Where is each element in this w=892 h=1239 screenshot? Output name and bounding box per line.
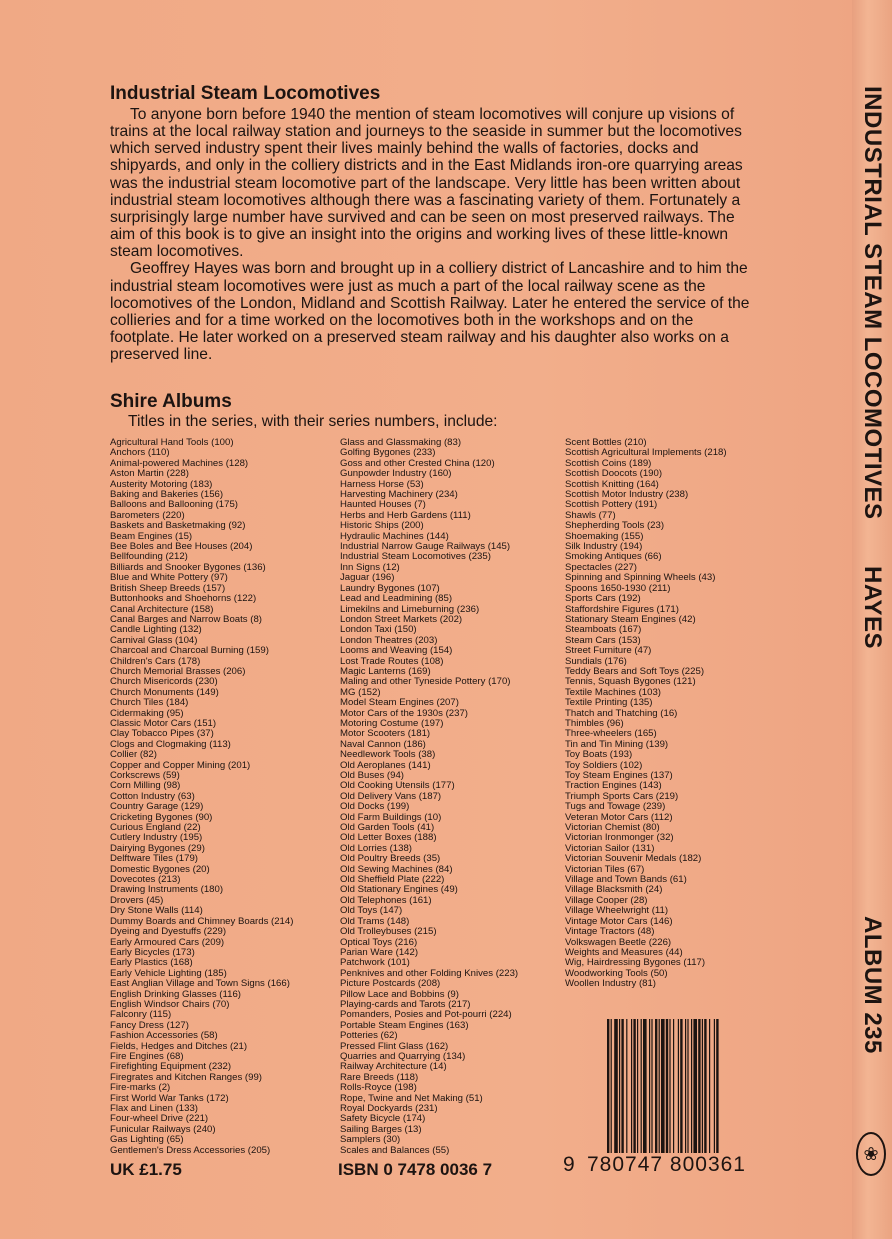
series-title-item: Golfing Bygones (233) (340, 447, 436, 459)
series-title-item: Funicular Railways (240) (110, 1123, 216, 1135)
series-title-item: Wig, Hairdressing Bygones (117) (565, 957, 706, 969)
series-title-item: London Theatres (203) (340, 634, 438, 646)
series-title-item: Baskets and Basketmaking (92) (110, 520, 246, 532)
series-title-item: Harvesting Machinery (234) (340, 489, 458, 501)
series-title-item: Staffordshire Figures (171) (565, 603, 679, 615)
barcode-bar (659, 1019, 660, 1153)
series-title-item: Delftware Tiles (179) (110, 853, 198, 865)
blurb-paragraph: Geoffrey Hayes was born and brought up in a colliery district of Lancashire and to him the industrial steam locomotives were just as much a part of the local railway scene as the locomotives of the London, Midland and Scottish Railway. Later he entered the service of the collieries and for a time worked on the locomotives both in the workshops and on the footplate. He later worked on a preserved steam railway and his daughter also works on a preserved line. (110, 260, 750, 364)
barcode-bar (702, 1019, 703, 1153)
series-title-item: Drovers (45) (110, 894, 164, 906)
barcode-bar (631, 1019, 632, 1153)
series-title-item: MG (152) (340, 686, 381, 698)
titles-column-1 (110, 438, 293, 1156)
series-title-item: Copper and Copper Mining (201) (110, 759, 251, 771)
spine-album-number: ALBUM 235 (859, 916, 886, 1054)
spine (852, 0, 892, 1239)
series-title-item: Old Aeroplanes (141) (340, 759, 431, 771)
series-title-item: Old Toys (147) (340, 905, 403, 917)
series-title-item: Barometers (220) (110, 509, 185, 521)
series-title-item: Portable Steam Engines (163) (340, 1019, 469, 1031)
series-title-item: Gentlemen's Dress Accessories (205) (110, 1144, 271, 1156)
barcode-bar (704, 1019, 706, 1153)
series-title-item: Canal Barges and Narrow Boats (8) (110, 613, 262, 625)
series-title-item: Textile Machines (103) (565, 686, 661, 698)
series-title-item: Anchors (110) (110, 447, 170, 459)
series-title-item: Pressed Flint Glass (162) (340, 1040, 449, 1052)
barcode-prefix: 9 (563, 1153, 575, 1176)
series-title-item: Scottish Motor Industry (238) (565, 489, 689, 501)
series-title-item: Firefighting Equipment (232) (110, 1061, 232, 1073)
series-title-item: Pillow Lace and Bobbins (9) (340, 988, 459, 1000)
series-title-item: Quarries and Quarrying (134) (340, 1050, 466, 1062)
series-title-item: Victorian Souvenir Medals (182) (565, 853, 702, 865)
series-title-item: Cricketing Bygones (90) (110, 811, 213, 823)
barcode-digits: 780747 800361 (587, 1153, 746, 1176)
series-title-item: Toy Soldiers (102) (565, 759, 643, 771)
barcode-bar (698, 1019, 700, 1153)
barcode-bar (614, 1019, 618, 1153)
series-title-item: Gas Lighting (65) (110, 1134, 184, 1146)
series-title-item: Old Letter Boxes (188) (340, 832, 437, 844)
isbn: ISBN 0 7478 0036 7 (338, 1160, 493, 1179)
series-title-item: Fields, Hedges and Ditches (21) (110, 1040, 248, 1052)
series-title-item: Bee Boles and Bee Houses (204) (110, 541, 253, 553)
spine-title: INDUSTRIAL STEAM LOCOMOTIVES (859, 86, 886, 520)
series-title-item: Agricultural Hand Tools (100) (110, 437, 234, 448)
series-title-item: Shoemaking (155) (565, 530, 644, 542)
series-title-item: Triumph Sports Cars (219) (565, 790, 679, 802)
series-title-item: Old Sheffield Plate (222) (340, 874, 445, 886)
barcode-bar (637, 1019, 638, 1153)
barcode-bar (626, 1019, 627, 1153)
series-title-item: Penknives and other Folding Knives (223) (340, 967, 519, 979)
series-title-item: Vintage Tractors (48) (565, 926, 655, 938)
series-title-item: Textile Printing (135) (565, 697, 653, 709)
series-title-item: Corkscrews (59) (110, 770, 180, 781)
series-title-item: Spoons 1650-1930 (211) (565, 582, 671, 594)
series-title-item: Early Armoured Cars (209) (110, 936, 225, 948)
barcode-bar (651, 1019, 652, 1153)
series-title-item: Old Delivery Vans (187) (340, 790, 442, 802)
series-title-item: Parian Ware (142) (340, 946, 419, 958)
titles-column-3 (565, 438, 727, 990)
barcode-bar (621, 1019, 623, 1153)
barcode-bar (680, 1019, 682, 1153)
barcode-bars (607, 1019, 759, 1153)
series-title-item: Clay Tobacco Pipes (37) (110, 728, 214, 740)
barcode-bar (661, 1019, 665, 1153)
series-title-item: Children's Cars (178) (110, 655, 201, 667)
series-title-item: Beam Engines (15) (110, 530, 193, 542)
series-title-item: Old Lorries (138) (340, 842, 412, 854)
series-title-item: Naval Cannon (186) (340, 738, 426, 750)
series-title-item: Toy Steam Engines (137) (565, 770, 673, 781)
series-title-item: Three-wheelers (165) (565, 728, 657, 740)
series-title-item: Austerity Motoring (183) (110, 478, 213, 490)
series-title-item: Fashion Accessories (58) (110, 1030, 218, 1042)
series-title-item: British Sheep Breeds (157) (110, 582, 226, 594)
blurb-paragraph: To anyone born before 1940 the mention of steam locomotives will conjure up visions of trains at the local railway station and journeys to the seaside in summer but the locomotives which served industry spent their lives mainly behind the walls of factories, docks and shipyards, and only in the colliery districts and in the East Midlands iron-ore quarrying areas was the industrial steam locomotive part of the landscape. Very little has been written about industrial steam locomotives although there was a fascinating variety of them. Fortunately a surprisingly large number have survived and can be seen on most preserved railways. The aim of this book is to give an insight into the origins and working lives of these little-known steam locomotives. (110, 106, 743, 261)
barcode-bar (716, 1019, 718, 1153)
series-title-item: Old Poultry Breeds (35) (340, 853, 441, 865)
series-title-item: Rolls-Royce (198) (340, 1082, 417, 1094)
series-title-item: Old Docks (199) (340, 801, 410, 813)
barcode-bar (633, 1019, 635, 1153)
series-title-item: Shepherding Tools (23) (565, 520, 665, 532)
series-title-item: Cidermaking (95) (110, 707, 184, 719)
series-title-item: Scent Bottles (210) (565, 437, 647, 448)
series-title-item: Old Stationary Engines (49) (340, 884, 458, 896)
series-title-item: East Anglian Village and Town Signs (166) (110, 978, 290, 990)
series-title-item: Cotton Industry (63) (110, 790, 195, 802)
series-title-item: Steamboats (167) (565, 624, 642, 636)
series-title-item: Corn Milling (98) (110, 780, 181, 792)
series-title-item: Church Misericords (230) (110, 676, 218, 688)
series-title-item: Smoking Antiques (66) (565, 551, 662, 563)
series-title-item: Hydraulic Machines (144) (340, 530, 449, 542)
series-title-item: Clogs and Clogmaking (113) (110, 738, 231, 750)
series-title-item: Victorian Sailor (131) (565, 842, 655, 854)
series-title-item: Charcoal and Charcoal Burning (159) (110, 645, 269, 657)
series-title-item: Rope, Twine and Net Making (51) (340, 1092, 483, 1104)
series-title-item: Dyeing and Dyestuffs (229) (110, 926, 227, 938)
series-title-item: Toy Boats (193) (565, 749, 633, 761)
series-title-item: Tugs and Towage (239) (565, 801, 666, 813)
series-title-item: Scales and Balances (55) (340, 1144, 450, 1156)
series-title-item: Patchwork (101) (340, 957, 410, 969)
series-title-item: Industrial Narrow Gauge Railways (145) (340, 541, 511, 553)
series-title-item: Scottish Coins (189) (565, 457, 652, 469)
series-title-item: Blue and White Pottery (97) (110, 572, 228, 584)
series-title-item: Glass and Glassmaking (83) (340, 437, 462, 448)
series-title-item: Victorian Ironmonger (32) (565, 832, 674, 844)
series-title-item: Royal Dockyards (231) (340, 1103, 438, 1114)
series-title-item: Shawls (77) (565, 509, 616, 521)
series-title-item: Motor Scooters (181) (340, 728, 431, 740)
series-title-item: Silk Industry (194) (565, 541, 643, 553)
series-title-item: Railway Architecture (14) (340, 1061, 447, 1073)
series-title-item: Scottish Agricultural Implements (218) (565, 447, 727, 459)
series-title-item: Laundry Bygones (107) (340, 582, 440, 594)
barcode-bar (655, 1019, 657, 1153)
series-title-item: Vintage Motor Cars (146) (565, 915, 673, 927)
series-title-item: Flax and Linen (133) (110, 1103, 198, 1114)
series-title-item: Traction Engines (143) (565, 780, 662, 792)
barcode-bar (643, 1019, 647, 1153)
series-title-item: Sports Cars (192) (565, 593, 641, 605)
series-title-item: Country Garage (129) (110, 801, 204, 813)
barcode-bar (607, 1019, 609, 1153)
series-title-item: Lead and Leadmining (85) (340, 593, 453, 605)
series-title-item: Domestic Bygones (20) (110, 863, 210, 875)
barcode-bar (693, 1019, 697, 1153)
series-title-item: Billiards and Snooker Bygones (136) (110, 561, 266, 573)
series-title-item: Harness Horse (53) (340, 478, 424, 490)
series-title-item: Village Blacksmith (24) (565, 884, 663, 896)
series-title-item: Street Furniture (47) (565, 645, 652, 657)
series-title-item: London Street Markets (202) (340, 613, 463, 625)
price: UK £1.75 (110, 1160, 182, 1179)
series-title-item: Balloons and Ballooning (175) (110, 499, 239, 511)
series-title-item: Magic Lanterns (169) (340, 665, 431, 677)
series-title-item: Early Bicycles (173) (110, 946, 195, 958)
series-title-item: Fire-marks (2) (110, 1082, 171, 1094)
series-title-item: Sailing Barges (13) (340, 1123, 422, 1135)
series-title-item: Jaguar (196) (340, 572, 395, 584)
series-title-item: Church Tiles (184) (110, 697, 189, 709)
series-title-item: Early Plastics (168) (110, 957, 193, 969)
series-title-item: Tin and Tin Mining (139) (565, 738, 669, 750)
series-title-item: Rare Breeds (118) (340, 1071, 419, 1083)
series-title-item: Spectacles (227) (565, 561, 637, 573)
barcode-bar (685, 1019, 686, 1153)
blurb (110, 106, 760, 363)
series-title-item: Candle Lighting (132) (110, 624, 202, 636)
barcode-bar (611, 1019, 612, 1153)
series-title-item: Drawing Instruments (180) (110, 884, 224, 896)
series-title-item: Industrial Steam Locomotives (235) (340, 551, 491, 563)
series-title-item: Falconry (115) (110, 1009, 172, 1021)
barcode-bar (687, 1019, 688, 1153)
titles-column-2 (340, 438, 518, 1156)
series-title-item: Stationary Steam Engines (42) (565, 613, 696, 625)
series-title-item: Teddy Bears and Soft Toys (225) (565, 665, 705, 677)
series-title-item: Playing-cards and Tarots (217) (340, 998, 471, 1010)
series-title-item: Sundials (176) (565, 655, 627, 667)
series-title-item: Inn Signs (12) (340, 561, 400, 573)
series-title-item: London Taxi (150) (340, 624, 417, 636)
series-title-item: Limekilns and Limeburning (236) (340, 603, 480, 615)
series-title-item: Spinning and Spinning Wheels (43) (565, 572, 716, 584)
barcode (563, 1019, 761, 1186)
series-title-item: Scottish Knitting (164) (565, 478, 659, 490)
series-title-item: Motor Cars of the 1930s (237) (340, 707, 468, 719)
series-title-item: Old Garden Tools (41) (340, 822, 435, 834)
series-title-item: Scottish Pottery (191) (565, 499, 658, 511)
series-title-item: Old Telephones (161) (340, 894, 432, 906)
series-title-item: Dummy Boards and Chimney Boards (214) (110, 915, 294, 927)
series-title-item: Model Steam Engines (207) (340, 697, 459, 709)
series-title-item: Victorian Chemist (80) (565, 822, 660, 834)
series-title-item: Weights and Measures (44) (565, 946, 683, 958)
series-title-item: Optical Toys (216) (340, 936, 418, 948)
series-title-item: Volkswagen Beetle (226) (565, 936, 672, 948)
series-title-item: Haunted Houses (7) (340, 499, 426, 511)
series-title-item: Village and Town Bands (61) (565, 874, 687, 886)
barcode-bar (691, 1019, 692, 1153)
series-title-item: Tennis, Squash Bygones (121) (565, 676, 696, 688)
barcode-bar (714, 1019, 715, 1153)
series-title-item: Needlework Tools (38) (340, 749, 436, 761)
barcode-bar (666, 1019, 668, 1153)
series-title-item: Dovecotes (213) (110, 874, 181, 886)
series-title-item: Thimbles (96) (565, 717, 624, 729)
series-title-item: Buttonhooks and Shoehorns (122) (110, 593, 257, 605)
barcode-bar (709, 1019, 710, 1153)
series-title-item: Church Monuments (149) (110, 686, 219, 698)
series-title-item: Historic Ships (200) (340, 520, 424, 532)
series-title-item: Church Memorial Brasses (206) (110, 665, 246, 677)
series-title-item: Fire Engines (68) (110, 1050, 184, 1062)
series-title-item: Firegrates and Kitchen Ranges (99) (110, 1071, 262, 1083)
series-title-item: Herbs and Herb Gardens (111) (340, 509, 471, 521)
series-title-item: Maling and other Tyneside Pottery (170) (340, 676, 511, 688)
series-title-item: Old Trams (148) (340, 915, 410, 927)
series-title-item: Animal-powered Machines (128) (110, 457, 249, 469)
series-title-item: Woollen Industry (81) (565, 978, 657, 990)
series-title-item: Old Sewing Machines (84) (340, 863, 453, 875)
barcode-bar (669, 1019, 670, 1153)
series-title-item: Aston Martin (228) (110, 468, 189, 480)
series-title-item: Village Cooper (28) (565, 894, 648, 906)
series-title-item: Collier (82) (110, 749, 157, 761)
series-intro: Titles in the series, with their series numbers, include: (128, 413, 498, 430)
series-title-item: Lost Trade Routes (108) (340, 655, 444, 667)
shire-logo-icon: ❀ (856, 1132, 886, 1176)
barcode-bar (649, 1019, 650, 1153)
spine-author: HAYES (859, 566, 886, 649)
book-title: Industrial Steam Locomotives (110, 83, 381, 104)
series-title-item: Old Farm Buildings (10) (340, 811, 442, 823)
barcode-bar (641, 1019, 642, 1153)
series-heading: Shire Albums (110, 391, 232, 412)
series-title-item: Veteran Motor Cars (112) (565, 811, 673, 823)
series-title-item: Early Vehicle Lighting (185) (110, 967, 227, 979)
series-title-item: Old Cooking Utensils (177) (340, 780, 455, 792)
series-title-item: Steam Cars (153) (565, 634, 641, 646)
series-title-item: Curious England (22) (110, 822, 201, 834)
series-title-item: Dry Stone Walls (114) (110, 905, 203, 917)
series-title-item: Cutlery Industry (195) (110, 832, 203, 844)
series-title-item: Bellfounding (212) (110, 551, 188, 563)
series-title-item: English Windsor Chairs (70) (110, 998, 230, 1010)
series-title-item: Gunpowder Industry (160) (340, 468, 452, 480)
series-title-item: Safety Bicycle (174) (340, 1113, 426, 1125)
series-title-item: Carnival Glass (104) (110, 634, 198, 646)
series-title-item: Classic Motor Cars (151) (110, 717, 217, 729)
series-title-item: Baking and Bakeries (156) (110, 489, 224, 501)
series-title-item: Fancy Dress (127) (110, 1019, 189, 1031)
series-title-item: Pomanders, Posies and Pot-pourri (224) (340, 1009, 512, 1021)
series-title-item: Woodworking Tools (50) (565, 967, 668, 979)
series-title-item: Goss and other Crested China (120) (340, 457, 495, 469)
series-title-item: Thatch and Thatching (16) (565, 707, 678, 719)
series-title-item: Looms and Weaving (154) (340, 645, 453, 657)
series-title-item: First World War Tanks (172) (110, 1092, 229, 1104)
barcode-bar (678, 1019, 679, 1153)
series-title-item: Motoring Costume (197) (340, 717, 444, 729)
series-title-item: Canal Architecture (158) (110, 603, 214, 615)
series-title-item: Victorian Tiles (67) (565, 863, 645, 875)
series-title-item: Samplers (30) (340, 1134, 401, 1146)
barcode-bar (619, 1019, 620, 1153)
series-title-item: Old Buses (94) (340, 770, 404, 781)
series-title-item: Four-wheel Drive (221) (110, 1113, 209, 1125)
series-title-item: Dairying Bygones (29) (110, 842, 205, 854)
series-title-item: Old Trolleybuses (215) (340, 926, 437, 938)
series-title-item: Village Wheelwright (11) (565, 905, 669, 917)
barcode-bar (673, 1019, 674, 1153)
series-title-item: Scottish Doocots (190) (565, 468, 663, 480)
series-title-item: English Drinking Glasses (116) (110, 988, 241, 1000)
series-title-item: Picture Postcards (208) (340, 978, 441, 990)
series-title-item: Potteries (62) (340, 1030, 398, 1042)
